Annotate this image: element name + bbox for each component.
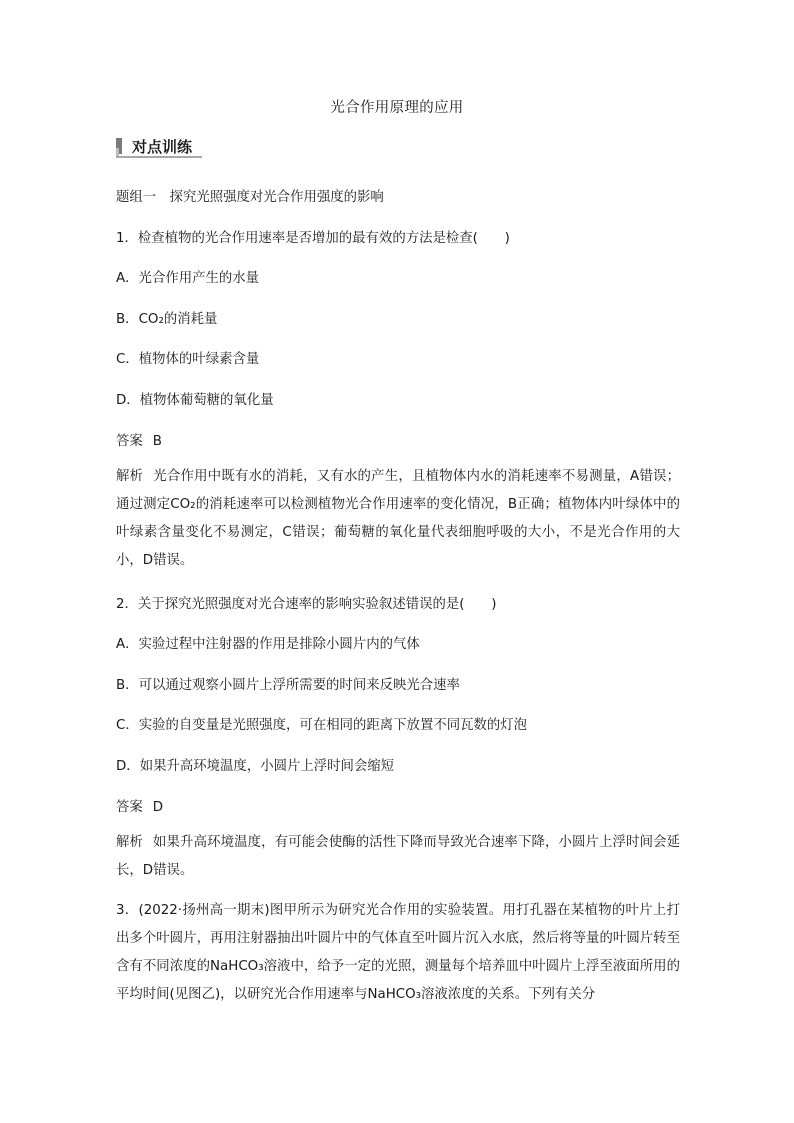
answer-label: 答案 <box>116 434 143 449</box>
section-label: 对点训练 <box>132 138 193 156</box>
analysis-text: 如果升高环境温度，有可能会使酶的活性下降而导致光合速率下降，小圆片上浮时间会延长，D错误。 <box>116 835 680 878</box>
question-1-option-d: D．植物体葡萄糖的氧化量 <box>116 393 274 408</box>
answer-value: D <box>152 800 164 815</box>
analysis-label: 解析 <box>116 469 144 484</box>
question-1-analysis <box>116 463 680 575</box>
answer-value: B <box>152 434 162 449</box>
question-1-option-a: A．光合作用产生的水量 <box>116 271 260 286</box>
section-header <box>116 136 202 156</box>
question-2-option-a: A．实验过程中注射器的作用是排除小圆片内的气体 <box>116 637 420 652</box>
analysis-label: 解析 <box>116 835 144 850</box>
question-2-option-c: C．实验的自变量是光照强度，可在相同的距离下放置不同瓦数的灯泡 <box>116 718 528 733</box>
analysis-text: 光合作用中既有水的消耗，又有水的产生，且植物体内水的消耗速率不易测量，A错误；通过测定CO₂的消耗速率可以检测植物光合作用速率的变化情况，B正确；植物体内叶绿体中的叶绿素含量变化不易测定，C错误；葡萄糖的氧化量代表细胞呼吸的大小，不是光合作用的大小，D错误。 <box>116 469 680 568</box>
answer-label: 答案 <box>116 800 143 815</box>
question-2-option-b: B．可以通过观察小圆片上浮所需要的时间来反映光合速率 <box>116 678 460 693</box>
question-2-analysis <box>116 829 680 885</box>
question-1-option-c: C．植物体的叶绿素含量 <box>116 352 260 367</box>
question-1-option-b: B．CO₂的消耗量 <box>116 312 218 327</box>
question-2-option-d: D．如果升高环境温度，小圆片上浮时间会缩短 <box>116 759 395 774</box>
question-1-stem: 1．检查植物的光合作用速率是否增加的最有效的方法是检查( ) <box>116 231 510 246</box>
section-underline <box>116 156 202 158</box>
group-heading: 题组一 探究光照强度对光合作用强度的影响 <box>116 190 384 205</box>
page-title: 光合作用原理的应用 <box>330 100 464 116</box>
question-1-answer <box>116 430 162 449</box>
question-3-stem: 3．(2022·扬州高一期末)图甲所示为研究光合作用的实验装置。用打孔器在某植物的叶片上打出多个叶圆片，再用注射器抽出叶圆片中的气体直至叶圆片沉入水底，然后将等量的叶圆片转至含有不同浓度的NaHCO₃溶液中，给予一定的光照，测量每个培养皿中叶圆片上浮至液面所用的平均时间(见图乙)，以研究光合作用速率与NaHCO₃溶液浓度的关系。下列有关分 <box>116 903 680 1002</box>
question-2-stem: 2．关于探究光照强度对光合速率的影响实验叙述错误的是( ) <box>116 597 497 612</box>
question-2-answer <box>116 796 163 815</box>
section-marker-accent <box>116 148 119 156</box>
